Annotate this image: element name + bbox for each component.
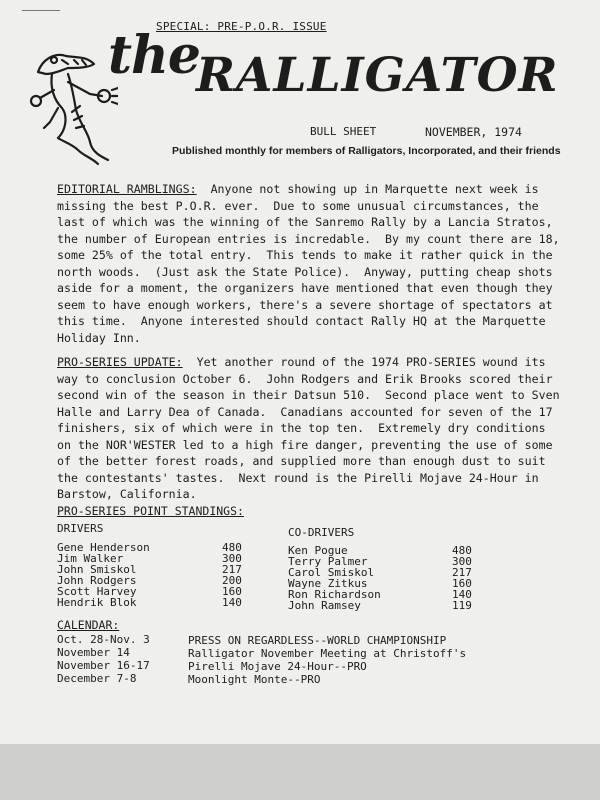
calendar-event: PRESS ON REGARDLESS--WORLD CHAMPIONSHIP bbox=[188, 634, 447, 647]
editorial-line: missing the best P.O.R. ever. Due to some unusual circumstances, the bbox=[57, 198, 539, 213]
special-issue-label: SPECIAL: PRE-P.O.R. ISSUE bbox=[156, 20, 327, 33]
driver-points: 200 bbox=[222, 574, 242, 587]
editorial-line: the number of European entries is incredable. By my count there are 18, bbox=[57, 231, 560, 246]
masthead-title: RALLIGATOR bbox=[196, 48, 559, 103]
alligator-mascot-icon bbox=[28, 38, 118, 166]
editorial-line: Holiday Inn. bbox=[57, 330, 141, 345]
pro-series-line: Yet another round of the 1974 PRO-SERIES wound its bbox=[182, 355, 546, 369]
codriver-points: 300 bbox=[452, 555, 472, 568]
codrivers-column-heading: CO-DRIVERS bbox=[288, 526, 355, 539]
publication-tagline: Published monthly for members of Ralligators, Incorporated, and their friends bbox=[172, 145, 561, 157]
masthead-the: the bbox=[108, 25, 200, 86]
calendar-date: December 7-8 bbox=[57, 672, 137, 685]
driver-name: John Smiskol bbox=[57, 563, 137, 576]
calendar-date: Oct. 28-Nov. 3 bbox=[57, 633, 150, 646]
codriver-name: Ken Pogue bbox=[288, 544, 348, 557]
pro-series-line: finishers, six of which were in the top ten. Extremely dry conditions bbox=[57, 421, 546, 435]
calendar-event: Moonlight Monte--PRO bbox=[188, 673, 321, 686]
driver-name: John Rodgers bbox=[57, 574, 137, 587]
pro-series-line: on the NOR'WESTER led to a high fire danger, preventing the use of some bbox=[57, 437, 553, 452]
codriver-points: 119 bbox=[452, 599, 472, 612]
pro-series-line: of the better forest roads, and supplied more than enough dust to suit bbox=[57, 454, 546, 468]
editorial-line: seem to have enough workers, there's a severe shortage of spectators at bbox=[57, 297, 553, 312]
editorial-line: some 25% of the total entry. This tends to make it rather quick in the bbox=[57, 248, 553, 262]
driver-name: Hendrik Blok bbox=[57, 596, 137, 609]
scan-background bbox=[0, 744, 600, 800]
pro-series-line: way to conclusion October 6. John Rodgers and Erik Brooks scored their bbox=[57, 371, 553, 386]
drivers-column-heading: DRIVERS bbox=[57, 522, 104, 535]
editorial-line: aside for a moment, the organizers have mentioned that even though they bbox=[57, 281, 553, 295]
editorial-line: last of which was the winning of the Sanremo Rally by a Lancia Stratos, bbox=[57, 215, 553, 229]
codriver-name: Terry Palmer bbox=[288, 555, 368, 568]
editorial-heading: EDITORIAL RAMBLINGS: bbox=[57, 182, 197, 196]
driver-points: 160 bbox=[222, 585, 242, 598]
pro-series-line: Barstow, California. bbox=[57, 487, 197, 501]
editorial-line: this time. Anyone interested should contact Rally HQ at the Marquette bbox=[57, 314, 546, 328]
pro-series-line: the contestants' tastes. Next round is the Pirelli Mojave 24-Hour in bbox=[57, 470, 539, 485]
calendar-date: November 16-17 bbox=[57, 659, 150, 672]
driver-name: Scott Harvey bbox=[57, 585, 137, 598]
calendar-date: November 14 bbox=[57, 646, 130, 659]
editorial-line: Anyone not showing up in Marquette next week is bbox=[196, 182, 539, 196]
codriver-points: 217 bbox=[452, 566, 472, 579]
codriver-name: John Ramsey bbox=[288, 599, 361, 612]
pro-series-line: second win of the season in their Datsun 510. Second place went to Sven bbox=[57, 388, 560, 402]
calendar-event: Ralligator November Meeting at Christoff's bbox=[188, 647, 467, 660]
top-rule bbox=[22, 10, 60, 11]
issue-date: NOVEMBER, 1974 bbox=[425, 125, 522, 139]
editorial-section bbox=[57, 181, 560, 346]
editorial-line: north woods. (Just ask the State Police). Anyway, putting cheap shots bbox=[57, 264, 553, 279]
pro-series-line: Halle and Larry Dea of Canada. Canadians accounted for seven of the 17 bbox=[57, 404, 553, 419]
calendar-event: Pirelli Mojave 24-Hour--PRO bbox=[188, 660, 367, 673]
codriver-name: Wayne Zitkus bbox=[288, 577, 368, 590]
driver-points: 480 bbox=[222, 541, 242, 554]
standings-heading: PRO-SERIES POINT STANDINGS: bbox=[57, 504, 244, 518]
pro-series-heading: PRO-SERIES UPDATE: bbox=[57, 355, 183, 369]
driver-points: 140 bbox=[222, 596, 242, 609]
codriver-name: Carol Smiskol bbox=[288, 566, 375, 579]
driver-name: Gene Henderson bbox=[57, 541, 150, 554]
driver-points: 217 bbox=[222, 563, 242, 576]
driver-points: 300 bbox=[222, 552, 242, 565]
driver-name: Jim Walker bbox=[57, 552, 124, 565]
codriver-points: 480 bbox=[452, 544, 472, 557]
codriver-name: Ron Richardson bbox=[288, 588, 381, 601]
calendar-heading: CALENDAR: bbox=[57, 618, 120, 632]
bull-sheet-label: BULL SHEET bbox=[310, 125, 377, 138]
pro-series-section bbox=[57, 354, 560, 503]
codriver-points: 140 bbox=[452, 588, 472, 601]
codriver-points: 160 bbox=[452, 577, 472, 590]
